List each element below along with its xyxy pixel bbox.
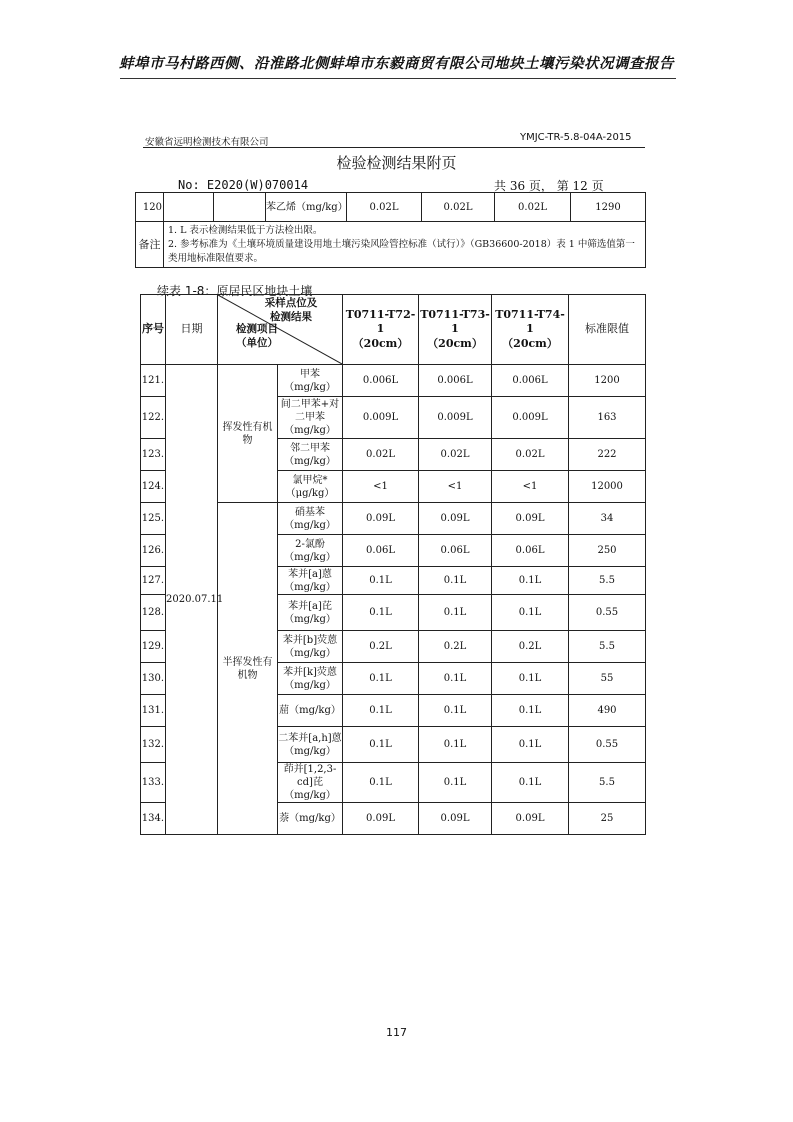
limit-cell: 12000 <box>569 471 646 503</box>
row-number: 131. <box>141 695 166 727</box>
row-number: 133. <box>141 763 166 803</box>
limit-cell: 5.5 <box>569 631 646 663</box>
value-cell: 0.1L <box>343 695 419 727</box>
row-number: 132. <box>141 727 166 763</box>
value-cell: 0.02L <box>419 439 492 471</box>
value-cell: 0.06L <box>419 535 492 567</box>
value-cell: 0.1L <box>492 727 569 763</box>
item-cell: 苯并[a]蒽（mg/kg） <box>278 567 343 595</box>
row-number: 122. <box>141 397 166 439</box>
item-cell: 间二甲苯+对二甲苯（mg/kg） <box>278 397 343 439</box>
row-number: 123. <box>141 439 166 471</box>
row-number: 127. <box>141 567 166 595</box>
item-cell: 2-氯酚（mg/kg） <box>278 535 343 567</box>
table-row <box>136 193 646 222</box>
value-cell: 0.1L <box>419 663 492 695</box>
value-cell: 0.1L <box>492 663 569 695</box>
limit-cell: 250 <box>569 535 646 567</box>
item-cell: 邻二甲苯（mg/kg） <box>278 439 343 471</box>
value-cell: <1 <box>419 471 492 503</box>
row-number: 134. <box>141 803 166 835</box>
limit-cell: 222 <box>569 439 646 471</box>
value-cell: 0.06L <box>343 535 419 567</box>
item-cell: 氯甲烷*（μg/kg） <box>278 471 343 503</box>
row-number: 120 <box>136 193 164 222</box>
value-cell: 0.1L <box>492 595 569 631</box>
value-cell: 0.09L <box>343 803 419 835</box>
value-cell: 0.1L <box>343 595 419 631</box>
item-cell: 苯并[k]荧蒽（mg/kg） <box>278 663 343 695</box>
results-table <box>140 294 646 835</box>
value-cell: 0.1L <box>492 695 569 727</box>
document-code: YMJC-TR-5.8-04A-2015 <box>520 132 632 143</box>
item-cell: 苯并[b]荧蒽（mg/kg） <box>278 631 343 663</box>
value-cell: 0.1L <box>419 695 492 727</box>
value-cell: 0.1L <box>419 595 492 631</box>
header-diagonal-cell <box>218 295 343 365</box>
previous-results-table <box>135 192 646 268</box>
value-cell: <1 <box>492 471 569 503</box>
value-cell: 0.09L <box>419 803 492 835</box>
remark-line: 2. 参考标准为《土壤环境质量建设用地土壤污染风险管控标准（试行）》（GB36600-2018）表 1 中筛选值第一类用地标准限值要求。 <box>168 238 635 264</box>
limit-cell: 0.55 <box>569 595 646 631</box>
remarks-row <box>136 222 646 268</box>
limit-cell: 34 <box>569 503 646 535</box>
value-cell: 0.1L <box>419 567 492 595</box>
date-cell <box>164 193 214 222</box>
org-divider <box>143 147 645 148</box>
item-cell: 二苯并[a,h]蒽（mg/kg） <box>278 727 343 763</box>
page-count: 共 36 页， 第 12 页 <box>494 179 604 193</box>
value-cell: 0.1L <box>343 663 419 695</box>
value-cell: 0.006L <box>343 365 419 397</box>
table-row <box>141 365 646 397</box>
remarks-text <box>164 222 646 268</box>
value-cell: 0.2L <box>343 631 419 663</box>
item-cell: 茚并[1,2,3-cd]芘（mg/kg） <box>278 763 343 803</box>
value-cell: 0.02L <box>343 439 419 471</box>
item-cell: 苯并[a]芘（mg/kg） <box>278 595 343 631</box>
header-point-2: T0711-T73-1 （20cm） <box>419 295 492 365</box>
value-cell: 0.1L <box>492 763 569 803</box>
item-cell: 甲苯（mg/kg） <box>278 365 343 397</box>
table-caption: 续表 1-8：原居民区地块土壤 <box>157 284 313 298</box>
limit-cell: 1290 <box>571 193 646 222</box>
header-limit: 标准限值 <box>569 295 646 365</box>
row-number: 124. <box>141 471 166 503</box>
value-cell: 0.1L <box>343 567 419 595</box>
limit-cell: 5.5 <box>569 567 646 595</box>
value-cell: 0.1L <box>419 727 492 763</box>
value-cell: 0.2L <box>419 631 492 663</box>
remark-line: 1. L 表示检测结果低于方法检出限。 <box>168 225 323 236</box>
item-cell: 苯乙烯（mg/kg） <box>266 193 347 222</box>
value-cell: 0.1L <box>492 567 569 595</box>
limit-cell: 55 <box>569 663 646 695</box>
row-number: 126. <box>141 535 166 567</box>
page-title: 检验检测结果附页 <box>336 154 457 172</box>
category-cell: 挥发性有机物 <box>218 365 278 503</box>
limit-cell: 0.55 <box>569 727 646 763</box>
limit-cell: 5.5 <box>569 763 646 803</box>
header-sampling-point: 采样点位及检测结果 <box>264 297 318 323</box>
value-cell: 0.09L <box>492 503 569 535</box>
header-point-1: T0711-T72-1 （20cm） <box>343 295 419 365</box>
value-cell: 0.006L <box>492 365 569 397</box>
value-cell: 0.09L <box>492 803 569 835</box>
value-cell: 0.1L <box>343 763 419 803</box>
remarks-label: 备注 <box>136 222 164 268</box>
report-number: No: E2020(W)070014 <box>178 178 309 192</box>
value-cell: 0.02L <box>422 193 495 222</box>
item-cell: 硝基苯（mg/kg） <box>278 503 343 535</box>
row-number: 129. <box>141 631 166 663</box>
limit-cell: 25 <box>569 803 646 835</box>
value-cell: 0.09L <box>419 503 492 535</box>
row-number: 125. <box>141 503 166 535</box>
value-cell: 0.2L <box>492 631 569 663</box>
item-cell: 萘（mg/kg） <box>278 803 343 835</box>
date-cell: 2020.07.11 <box>166 365 218 835</box>
results-body <box>141 365 646 835</box>
value-cell: 0.009L <box>419 397 492 439</box>
limit-cell: 1200 <box>569 365 646 397</box>
header-number: 序号 <box>141 295 166 365</box>
value-cell: <1 <box>343 471 419 503</box>
category-cell: 半挥发性有机物 <box>218 503 278 835</box>
limit-cell: 490 <box>569 695 646 727</box>
value-cell: 0.009L <box>492 397 569 439</box>
value-cell: 0.09L <box>343 503 419 535</box>
header-point-3: T0711-T74-1 （20cm） <box>492 295 569 365</box>
value-cell: 0.02L <box>347 193 422 222</box>
limit-cell: 163 <box>569 397 646 439</box>
item-cell: 䓛（mg/kg） <box>278 695 343 727</box>
report-header: 蚌埠市马村路西侧、沿淮路北侧蚌埠市东毅商贸有限公司地块土壤污染状况调查报告 <box>119 55 674 72</box>
category-cell <box>214 193 266 222</box>
table-header-row <box>141 295 646 365</box>
value-cell: 0.009L <box>343 397 419 439</box>
value-cell: 0.006L <box>419 365 492 397</box>
header-test-item: 检测项目（单位） <box>236 323 278 349</box>
page-number: 117 <box>386 1026 407 1039</box>
value-cell: 0.1L <box>343 727 419 763</box>
value-cell: 0.02L <box>495 193 571 222</box>
row-number: 121. <box>141 365 166 397</box>
row-number: 128. <box>141 595 166 631</box>
header-divider <box>120 78 676 79</box>
row-number: 130. <box>141 663 166 695</box>
value-cell: 0.06L <box>492 535 569 567</box>
header-date: 日期 <box>166 295 218 365</box>
organization-name: 安徽省远明检测技术有限公司 <box>145 137 269 148</box>
value-cell: 0.02L <box>492 439 569 471</box>
value-cell: 0.1L <box>419 763 492 803</box>
